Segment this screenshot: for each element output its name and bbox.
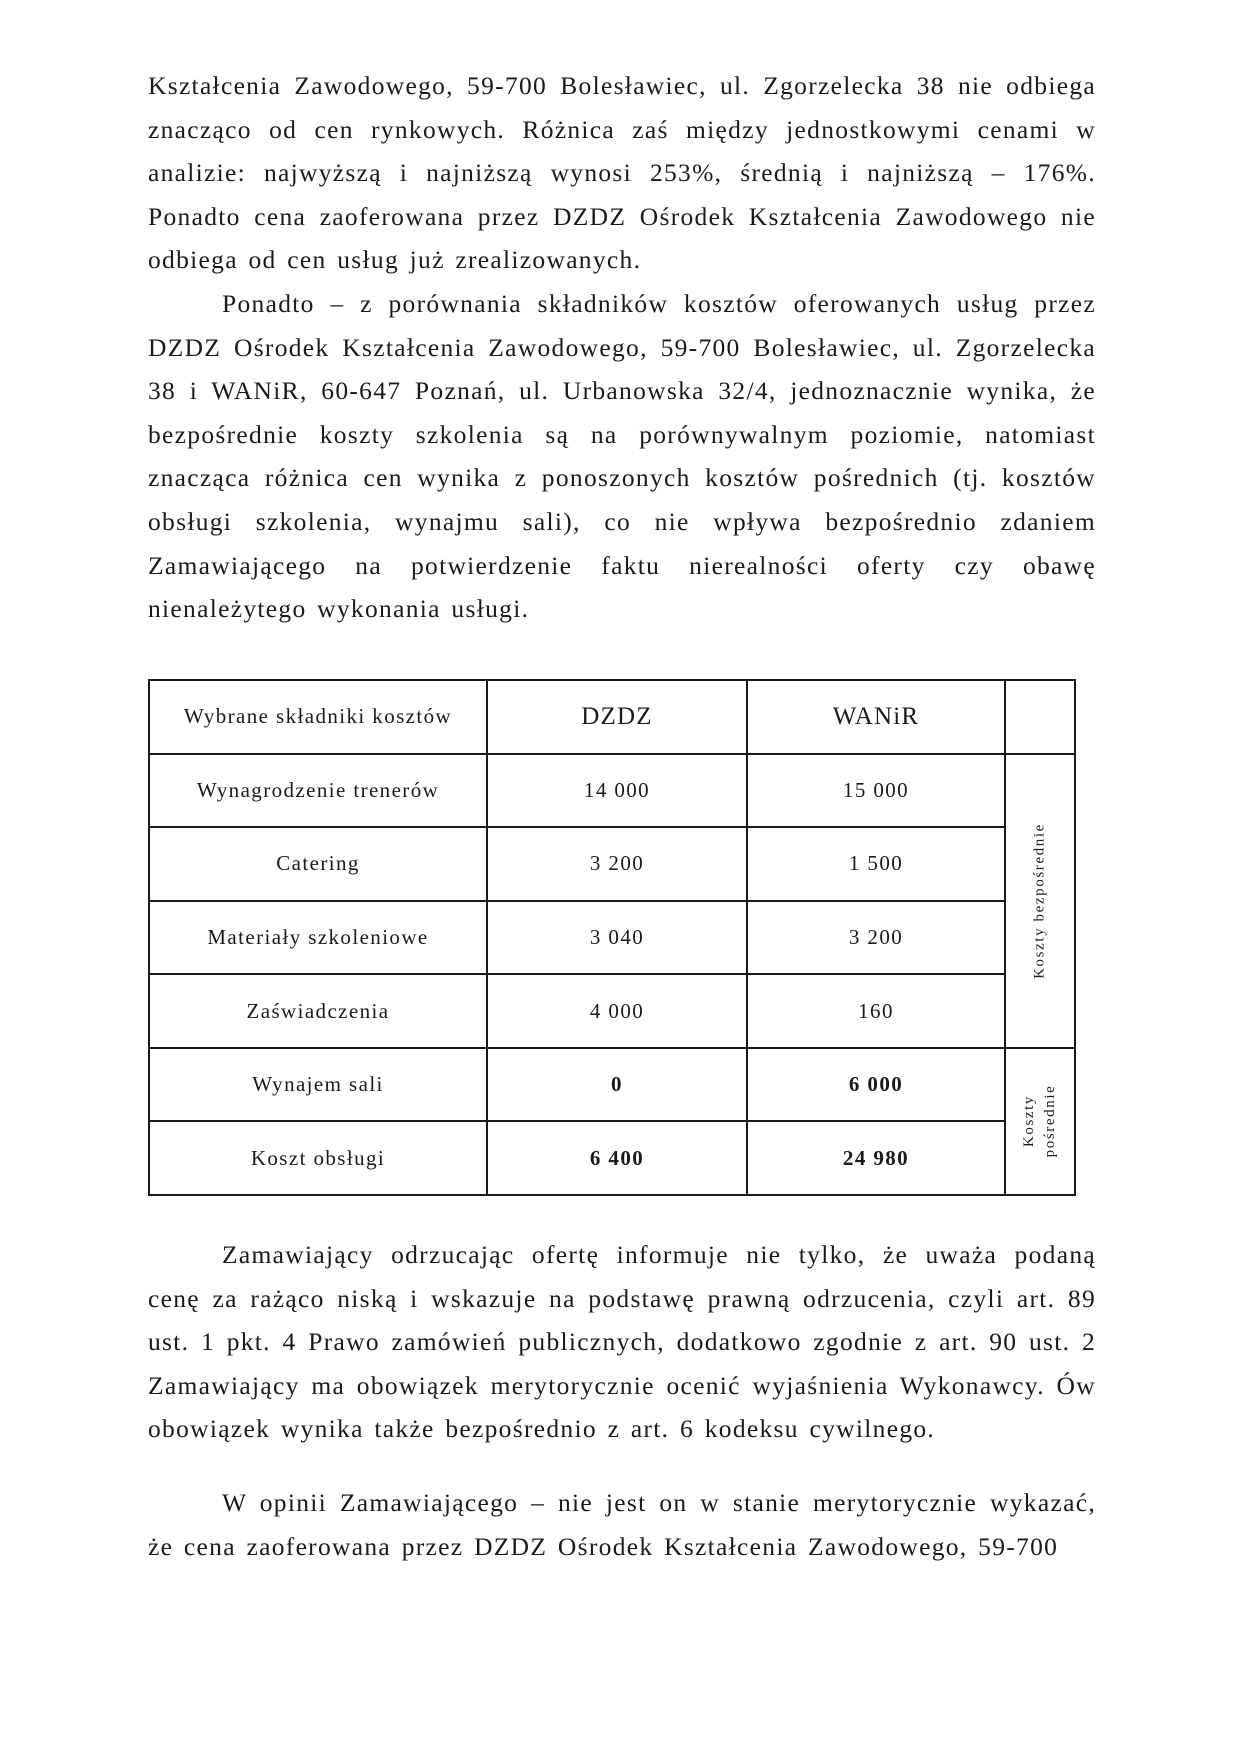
wanir-value: 24 980	[747, 1121, 1005, 1195]
wanir-value: 1 500	[747, 827, 1005, 901]
dzdz-value: 6 400	[487, 1121, 747, 1195]
indirect-costs-label	[1019, 1085, 1061, 1158]
indirect-costs-label-line1: Koszty	[1021, 1095, 1037, 1148]
table-row	[149, 1048, 1075, 1122]
header-category	[1005, 680, 1075, 754]
document-page-continued	[148, 1233, 1096, 1568]
cost-comparison-table	[148, 679, 1076, 1196]
paragraph-price-analysis: Kształcenia Zawodowego, 59-700 Bolesławiec, ul. Zgorzelecka 38 nie odbiega znacząco od cen rynkowych. Różnica zaś między jednostkowymi cenami w analizie: najwyższą i najniższą wynosi 253%, średnią i najniższą – 176%. Ponadto cena zaoferowana przez DZDZ Ośrodek Kształcenia Zawodowego nie odbiega od cen usług już zrealizowanych.	[148, 71, 1096, 275]
wanir-value: 160	[747, 974, 1005, 1048]
dzdz-value: 4 000	[487, 974, 747, 1048]
paragraph-rejection-basis: Zamawiający odrzucając ofertę informuje nie tylko, że uważa podaną cenę za rażąco niską i wskazuje na podstawę prawną odrzucenia, czyli art. 89 ust. 1 pkt. 4 Prawo zamówień publicznych, dodatkowo zgodnie z art. 90 ust. 2 Zamawiający ma obowiązek merytorycznie ocenić wyjaśnienia Wykonawcy. Ów obowiązek wynika także bezpośrednio z art. 6 kodeksu cywilnego.	[148, 1240, 1096, 1444]
document-page	[148, 64, 1096, 631]
header-dzdz: DZDZ	[487, 680, 747, 754]
row-label: Wynagrodzenie trenerów	[149, 754, 487, 828]
dzdz-value: 3 200	[487, 827, 747, 901]
table-row	[149, 754, 1075, 828]
row-label: Zaświadczenia	[149, 974, 487, 1048]
header-cost-components: Wybrane składniki kosztów	[149, 680, 487, 754]
header-wanir: WANiR	[747, 680, 1005, 754]
table-row	[149, 827, 1075, 901]
table-row	[149, 974, 1075, 1048]
paragraph-cost-comparison: Ponadto – z porównania składników kosztów oferowanych usług przez DZDZ Ośrodek Kształcenia Zawodowego, 59-700 Bolesławiec, ul. Zgorzelecka 38 i WANiR, 60-647 Poznań, ul. Urbanowska 32/4, jednoznacznie wynika, że bezpośrednie koszty szkolenia są na porównywalnym poziomie, natomiast znacząca różnica cen wynika z ponoszonych kosztów pośrednich (tj. kosztów obsługi szkolenia, wynajmu sali), co nie wpływa bezpośrednio zdaniem Zamawiającego na potwierdzenie faktu nierealności oferty czy obawę nienależytego wykonania usługi.	[148, 288, 1096, 624]
table-header-row	[149, 680, 1075, 754]
direct-costs-group	[1005, 754, 1075, 1048]
indirect-costs-group	[1005, 1048, 1075, 1195]
dzdz-value: 0	[487, 1048, 747, 1122]
row-label: Wynajem sali	[149, 1048, 487, 1122]
row-label: Koszt obsługi	[149, 1121, 487, 1195]
row-label: Catering	[149, 827, 487, 901]
table-row	[149, 1121, 1075, 1195]
direct-costs-label: Koszty bezpośrednie	[1031, 822, 1048, 979]
row-label: Materiały szkoleniowe	[149, 901, 487, 975]
indirect-costs-label-line2: pośrednie	[1042, 1085, 1058, 1158]
wanir-value: 15 000	[747, 754, 1005, 828]
table-row	[149, 901, 1075, 975]
dzdz-value: 14 000	[487, 754, 747, 828]
wanir-value: 6 000	[747, 1048, 1005, 1122]
wanir-value: 3 200	[747, 901, 1005, 975]
paragraph-opinion: W opinii Zamawiającego – nie jest on w stanie merytorycznie wykazać, że cena zaoferowana przez DZDZ Ośrodek Kształcenia Zawodowego, 59-700	[148, 1487, 1096, 1561]
dzdz-value: 3 040	[487, 901, 747, 975]
